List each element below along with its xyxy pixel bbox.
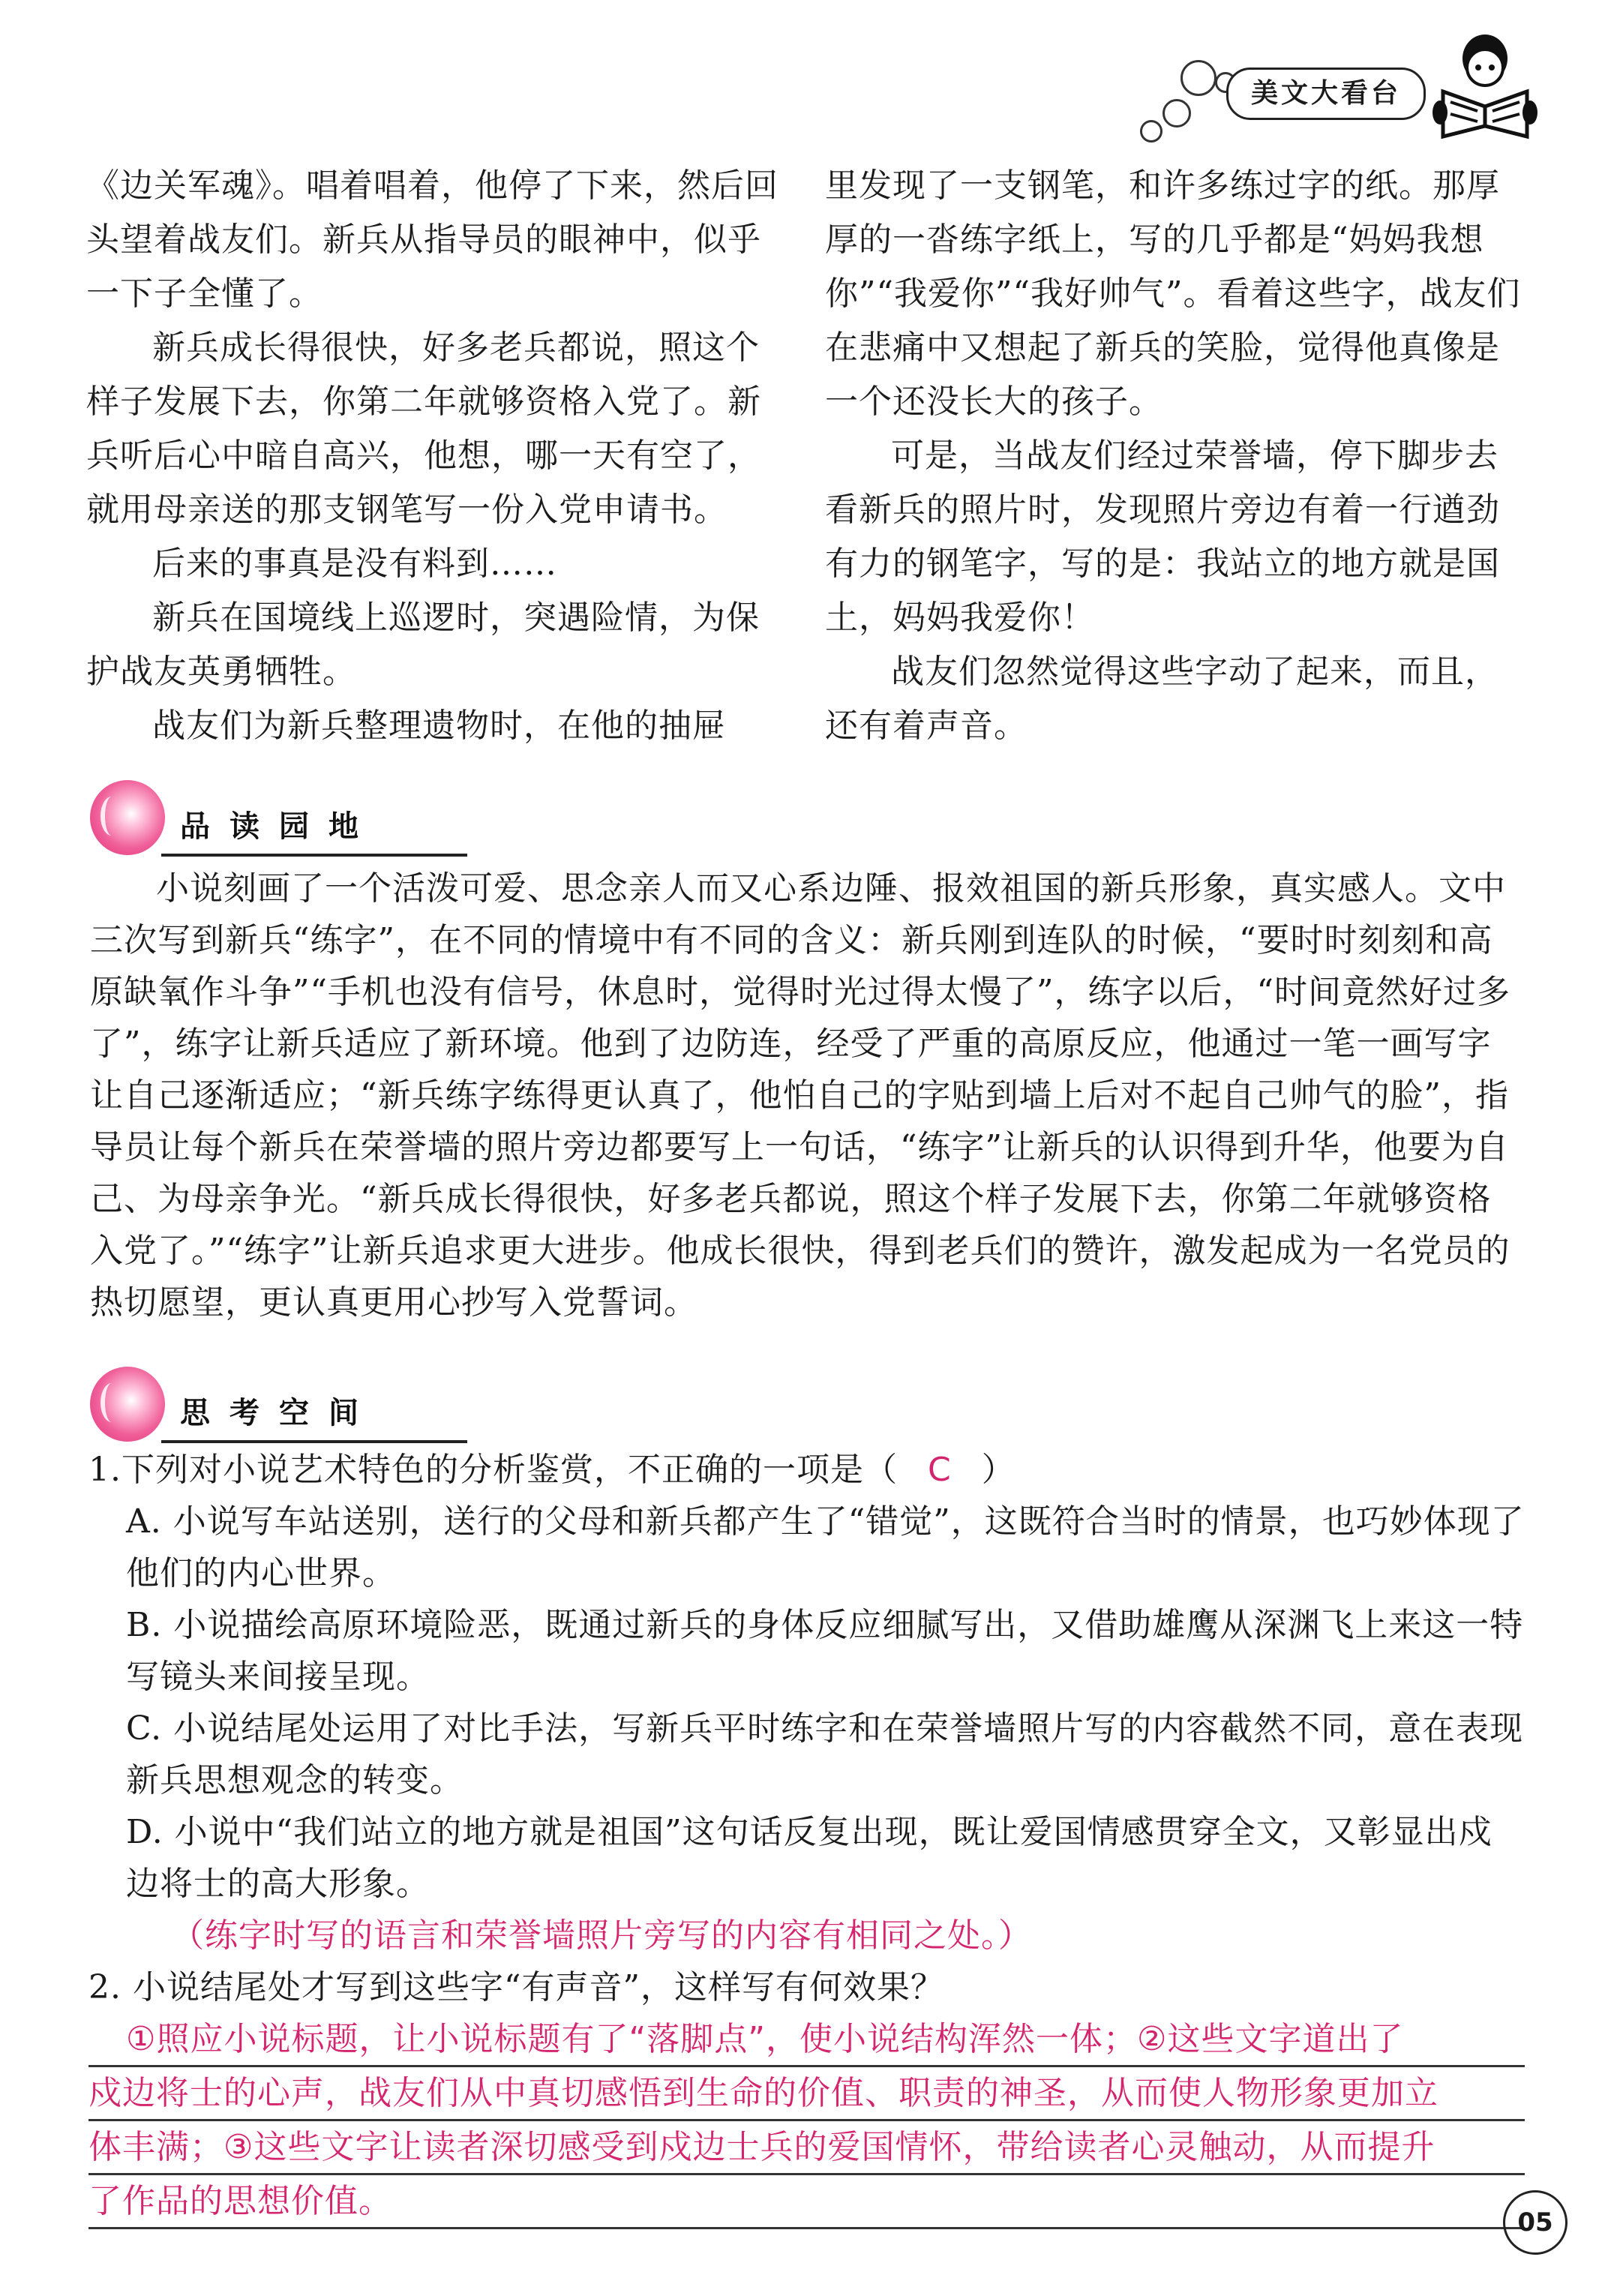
answer-line: ①照应小说标题，让小说标题有了“落脚点”，使小说结构浑然一体；②这些文字道出了 (88, 2013, 1525, 2067)
pindu-body (90, 863, 1515, 1328)
heading-underline (161, 854, 467, 857)
bubble-icon (1180, 60, 1216, 96)
bubble-icon (1140, 120, 1162, 143)
answer-line: 体丰满；③这些文字让读者深切感受到戍边士兵的爱国情怀，带给读者心灵触动，从而提升 (88, 2121, 1525, 2175)
story-paragraph: 《边关军魂》。唱着唱着，他停了下来，然后回头望着战友们。新兵从指导员的眼神中，似乎一下子全懂了。 (86, 167, 778, 313)
story-paragraph: 新兵在国境线上巡逻时，突遇险情，为保护战友英勇牺牲。 (86, 599, 760, 691)
question-1-close: ） (981, 1451, 1016, 1489)
orb-icon (90, 1367, 165, 1442)
question-1-text: 1.下列对小说艺术特色的分析鉴赏，不正确的一项是（ (88, 1451, 898, 1489)
reader-mascot-icon (1432, 30, 1538, 143)
option-d: D. 小说中“我们站立的地方就是祖国”这句话反复出现，既让爱国情感贯穿全文，又彰显出戍边将士的高大形象。 (126, 1813, 1492, 1903)
bubble-icon (1162, 99, 1191, 128)
question-2-stem: 2. 小说结尾处才写到这些字“有声音”，这样写有何效果？ (88, 1968, 944, 2006)
question-2-answer (88, 2013, 1525, 2229)
heading-underline (161, 1440, 467, 1443)
story-paragraph: 后来的事真是没有料到…… (152, 545, 557, 583)
pindu-section-heading (90, 780, 405, 863)
story-right-column (825, 159, 1522, 753)
story-paragraph: 新兵成长得很快，好多老兵都说，照这个样子发展下去，你第二年就够资格入党了。新兵听后心中暗自高兴，他想，哪一天有空了，就用母亲送的那支钢笔写一份入党申请书。 (86, 329, 761, 529)
question-1-explanation: （练字时写的语言和荣誉墙照片旁写的内容有相同之处。） (171, 1916, 1032, 1955)
analysis-paragraph: 小说刻画了一个活泼可爱、思念亲人而又心系边陲、报效祖国的新兵形象，真实感人。文中三次写到新兵“练字”，在不同的情境中有不同的含义：新兵刚到连队的时候，“要时时刻刻和高原缺氧作斗争”“手机也没有信号，休息时，觉得时光过得太慢了”，练字以后，“时间竟然好过多了”，练字让新兵适应了新环境。他到了边防连，经受了严重的高原反应，他通过一笔一画写字让自己逐渐适应；“新兵练字练得更认真了，他怕自己的字贴到墙上后对不起自己帅气的脸”，指导员让每个新兵在荣誉墙的照片旁边都要写上一句话，“练字”让新兵的认识得到升华，他要为自己、为母亲争光。“新兵成长得很快，好多老兵都说，照这个样子发展下去，你第二年就够资格入党了。”“练字”让新兵追求更大进步。他成长很快，得到老兵们的赞许，激发起成为一名党员的热切愿望，更认真更用心抄写入党誓词。 (90, 869, 1510, 1322)
questions (88, 1444, 1525, 2229)
section-title: 美文大看台 (1226, 68, 1426, 120)
orb-icon (90, 780, 165, 855)
option-a: A. 小说写车站送别，送行的父母和新兵都产生了“错觉”，这既符合当时的情景，也巧妙体现了他们的内心世界。 (126, 1502, 1525, 1592)
question-1-stem (88, 1444, 1525, 1496)
answer-line: 戍边将士的心声，战友们从中真切感悟到生命的价值、职责的神圣，从而使人物形象更加立 (88, 2067, 1525, 2121)
story-paragraph: 战友们为新兵整理遗物时，在他的抽屉 (152, 707, 726, 745)
story-paragraph: 战友们忽然觉得这些字动了起来，而且，还有着声音。 (825, 653, 1498, 745)
option-c: C. 小说结尾处运用了对比手法，写新兵平时练字和在荣誉墙照片写的内容截然不同，意在表现新兵思想观念的转变。 (126, 1709, 1524, 1799)
question-1-answer: C (927, 1451, 952, 1489)
answer-line: 了作品的思想价值。 (88, 2175, 1525, 2229)
page-number: 05 (1503, 2190, 1568, 2255)
header-badge (1132, 30, 1552, 158)
sikao-section-heading (90, 1367, 405, 1449)
section-heading-label: 思考空间 (180, 1396, 378, 1430)
story-paragraph: 里发现了一支钢笔，和许多练过字的纸。那厚厚的一沓练字纸上，写的几乎都是“妈妈我想你”“我爱你”“我好帅气”。看着这些字，战友们在悲痛中又想起了新兵的笑脸，觉得他真像是一个还没长大的孩子。 (825, 167, 1521, 421)
story-left-column (86, 159, 784, 753)
section-heading-label: 品读园地 (180, 809, 378, 844)
option-b: B. 小说描绘高原环境险恶，既通过新兵的身体反应细腻写出，又借助雄鹰从深渊飞上来这一特写镜头来间接呈现。 (126, 1606, 1524, 1696)
story-paragraph: 可是，当战友们经过荣誉墙，停下脚步去看新兵的照片时，发现照片旁边有着一行遒劲有力的钢笔字，写的是：我站立的地方就是国土，妈妈我爱你！ (825, 437, 1500, 637)
